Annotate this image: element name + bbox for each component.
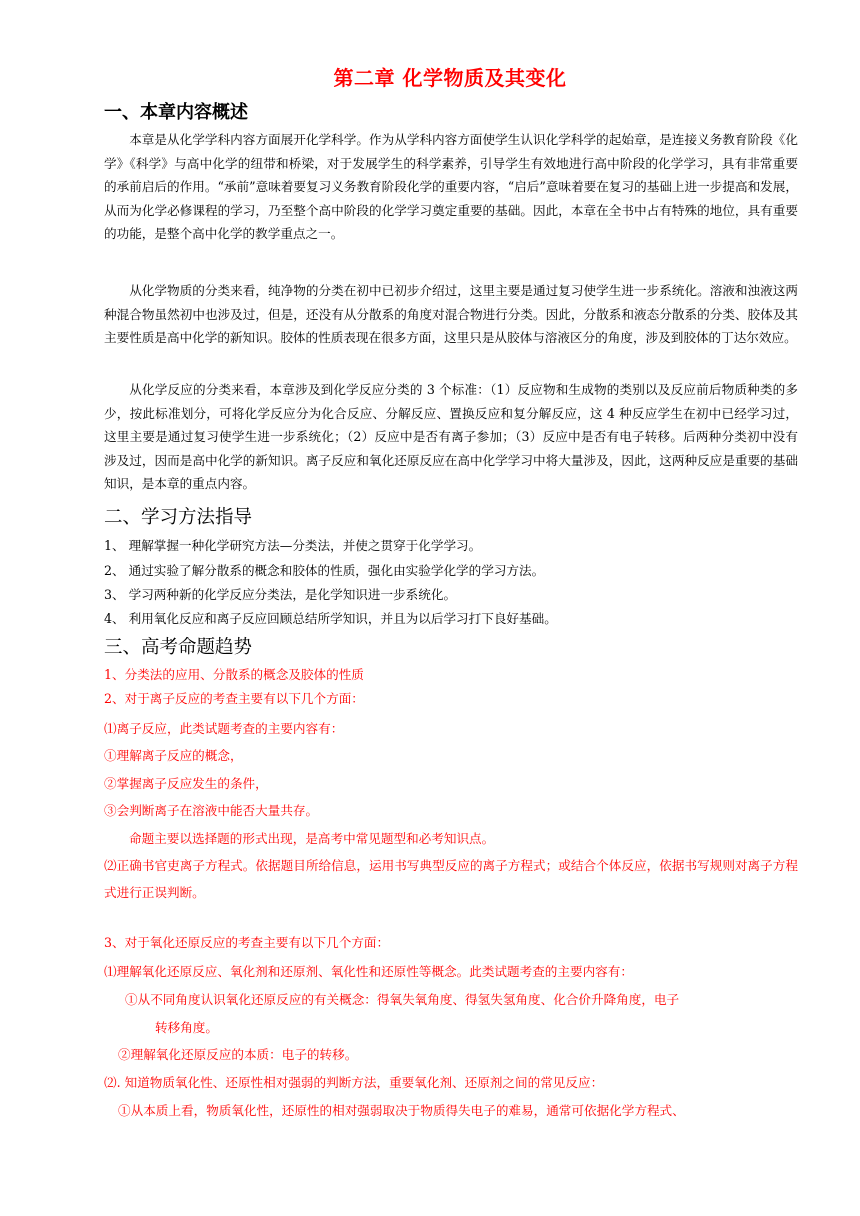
trend-line-1: 1、分类法的应用、分散系的概念及胶体的性质 (104, 667, 364, 682)
trend-line-12: 转移角度。 (155, 1020, 218, 1035)
trend-line-11: ①从不同角度认识氧化还原反应的有关概念：得氧失氧角度、得氢失氢角度、化合价升降角度，电子 (125, 992, 680, 1007)
section3-heading: 三、高考命题趋势 (104, 637, 253, 658)
method-item-2: 2、 通过实验了解分散系的概念和胶体的性质，强化由实验学化学的学习方法。 (104, 563, 545, 578)
section1-paragraph-3: 从化学反应的分类来看，本章涉及到化学反应分类的 3 个标准：（1）反应物和生成物的类别以及反应前后物质种类的多少，按此标准划分，可将化学反应分为化合反应、分解反应、置换反应和复分解反应，这 4 种反应学生在初中已经学习过，这里主要是通过复习使学生进一步系统化；（2）反应中是否有离子参加；（3）反应中是否有电子转移。后两种分类初中没有涉及过，因而是高中化学的新知识。离子反应和氧化还原反应在高中化学学习中将大量涉及，因此，这两种反应是重要的基础知识，是本章的重点内容。 (104, 382, 798, 491)
trend-line-4: ①理解离子反应的概念， (104, 748, 243, 763)
section1-heading: 一、本章内容概述 (104, 102, 248, 123)
trend-line-3: ⑴离子反应，此类试题考查的主要内容有： (104, 721, 344, 736)
method-item-4: 4、 利用氧化反应和离子反应回顾总结所学知识，并且为以后学习打下良好基础。 (104, 611, 557, 626)
trend-line-15: ①从本质上看，物质氧化性，还原性的相对强弱取决于物质得失电子的难易，通常可依据化学方程式、 (118, 1103, 685, 1118)
chapter-title: 第二章 化学物质及其变化 (333, 66, 567, 90)
section1-paragraph-1: 本章是从化学学科内容方面展开化学科学。作为从学科内容方面使学生认识化学科学的起始章，是连接义务教育阶段《化学》《科学》与高中化学的纽带和桥梁，对于发展学生的科学素养，引导学生有效地进行高中阶段的化学学习，具有非常重要的承前启后的作用。“承前”意味着要复习义务教育阶段化学的重要内容，“启后”意味着要在复习的基础上进一步提高和发展，从而为化学必修课程的学习，乃至整个高中阶段的化学学习奠定重要的基础。因此，本章在全书中占有特殊的地位，具有重要的功能，是整个高中化学的教学重点之一。 (104, 132, 798, 241)
trend-line-8: ⑵正确书官吏离子方程式。依据题目所给信息，运用书写典型反应的离子方程式；或结合个体反应，依据书写规则对离子方程式进行正误判断。 (104, 858, 798, 900)
trend-line-13: ②理解氧化还原反应的本质：电子的转移。 (118, 1047, 358, 1062)
trend-line-10: ⑴理解氧化还原反应、氧化剂和还原剂、氧化性和还原性等概念。此类试题考查的主要内容有： (104, 964, 633, 979)
trend-line-7: 命题主要以选择题的形式出现，是高考中常见题型和必考知识点。 (129, 831, 495, 846)
trend-line-14: ⑵. 知道物质氧化性、还原性相对强弱的判断方法，重要氧化剂、还原剂之间的常见反应： (104, 1075, 604, 1090)
trend-line-6: ③会判断离子在溶液中能否大量共存。 (104, 803, 319, 818)
section1-paragraph-2: 从化学物质的分类来看，纯净物的分类在初中已初步介绍过，这里主要是通过复习使学生进一步系统化。溶液和浊液这两种混合物虽然初中也涉及过，但是，还没有从分散系的角度对混合物进行分类。因此，分散系和液态分散系的分类、胶体及其主要性质是高中化学的新知识。胶体的性质表现在很多方面，这里只是从胶体与溶液区分的角度，涉及到胶体的丁达尔效应。 (104, 283, 798, 345)
trend-line-5: ②掌握离子反应发生的条件， (104, 776, 268, 791)
method-item-3: 3、 学习两种新的化学反应分类法，是化学知识进一步系统化。 (104, 587, 457, 602)
trend-line-2: 2、对于离子反应的考查主要有以下几个方面： (104, 691, 364, 706)
section2-heading: 二、学习方法指导 (104, 507, 253, 528)
trend-line-9: 3、对于氧化还原反应的考查主要有以下几个方面： (104, 935, 390, 950)
method-item-1: 1、 理解掌握一种化学研究方法—分类法，并使之贯穿于化学学习。 (104, 538, 482, 553)
